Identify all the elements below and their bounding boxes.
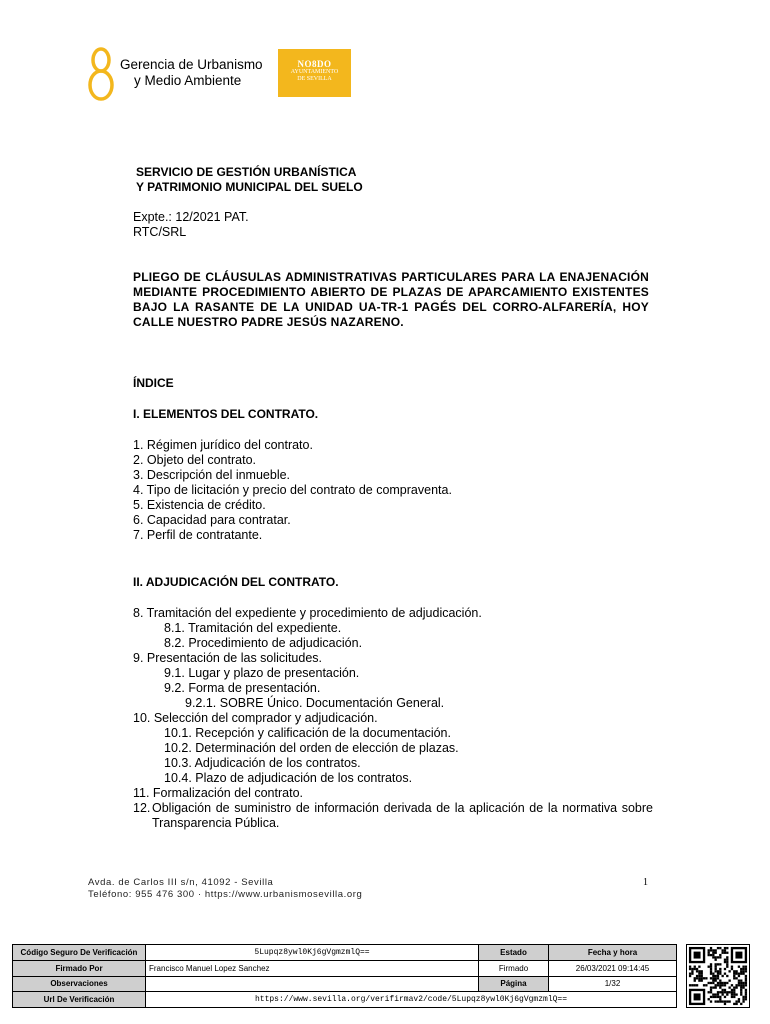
signer-name: Francisco Manuel Lopez Sanchez bbox=[146, 960, 479, 976]
section-1-heading: I. ELEMENTOS DEL CONTRATO. bbox=[133, 407, 319, 421]
list-subitem: 10.1. Recepción y calificación de la documentación. bbox=[164, 726, 451, 740]
observations-label: Observaciones bbox=[13, 976, 146, 992]
table-row bbox=[13, 945, 677, 961]
seal-line1: AYUNTAMIENTO bbox=[290, 69, 339, 75]
list-item: 8. Tramitación del expediente y procedimiento de adjudicación. bbox=[133, 606, 482, 620]
file-reference bbox=[133, 210, 249, 240]
verification-url-label: Url De Verificación bbox=[13, 992, 146, 1008]
list-item-text: Obligación de suministro de información derivada de la aplicación de la normativa sobre Transparencia Pública. bbox=[152, 801, 653, 830]
city-council-seal bbox=[278, 49, 351, 97]
footer-phone-web: Teléfono: 955 476 300 · https://www.urbanismosevilla.org bbox=[88, 889, 363, 900]
file-number: Expte.: 12/2021 PAT. bbox=[133, 210, 249, 224]
signed-by-label: Firmado Por bbox=[13, 960, 146, 976]
section-2-heading: II. ADJUDICACIÓN DEL CONTRATO. bbox=[133, 575, 339, 589]
table-row bbox=[13, 960, 677, 976]
datetime-value: 26/03/2021 09:14:45 bbox=[549, 960, 677, 976]
verification-code: 5Lupqz8ywl0Kj6gVgmzmlQ== bbox=[146, 945, 479, 961]
footer-contact bbox=[88, 877, 362, 901]
list-item: 5. Existencia de crédito. bbox=[133, 498, 266, 512]
verification-url[interactable]: https://www.sevilla.org/verifirmav2/code/5Lupqz8ywl0Kj6gVgmzmlQ== bbox=[146, 992, 677, 1008]
organization-name-line1: Gerencia de Urbanismo bbox=[120, 57, 263, 72]
list-subitem: 9.2. Forma de presentación. bbox=[164, 681, 321, 695]
organization-name-line2: y Medio Ambiente bbox=[134, 73, 242, 88]
list-subitem: 9.1. Lugar y plazo de presentación. bbox=[164, 666, 360, 680]
list-subitem: 8.2. Procedimiento de adjudicación. bbox=[164, 636, 363, 650]
section-1-list bbox=[133, 438, 452, 543]
page-value: 1/32 bbox=[549, 976, 677, 992]
list-item: 9. Presentación de las solicitudes. bbox=[133, 651, 322, 665]
footer-address: Avda. de Carlos III s/n, 41092 - Sevilla bbox=[88, 877, 274, 888]
list-subitem: 10.3. Adjudicación de los contratos. bbox=[164, 756, 361, 770]
list-item: 7. Perfil de contratante. bbox=[133, 528, 263, 542]
list-item: 10. Selección del comprador y adjudicación. bbox=[133, 711, 378, 725]
table-row bbox=[13, 992, 677, 1008]
page-number: 1 bbox=[643, 877, 648, 888]
list-item: 2. Objeto del contrato. bbox=[133, 453, 256, 467]
service-title bbox=[136, 165, 363, 195]
urbanism-logo-icon bbox=[88, 46, 114, 102]
list-subitem: 10.2. Determinación del orden de elección de plazas. bbox=[164, 741, 459, 755]
list-item: 4. Tipo de licitación y precio del contrato de compraventa. bbox=[133, 483, 452, 497]
seal-motto: NO8DO bbox=[297, 59, 332, 69]
service-title-line2: Y PATRIMONIO MUNICIPAL DEL SUELO bbox=[136, 180, 363, 194]
list-item: 6. Capacidad para contratar. bbox=[133, 513, 291, 527]
status-value: Firmado bbox=[479, 960, 549, 976]
qr-code-icon bbox=[686, 944, 750, 1008]
signature-verification-table bbox=[12, 944, 677, 1008]
section-2-list bbox=[133, 606, 653, 831]
index-heading: ÍNDICE bbox=[133, 376, 174, 390]
list-subitem: 8.1. Tramitación del expediente. bbox=[164, 621, 342, 635]
verification-code-label: Código Seguro De Verificación bbox=[13, 945, 146, 961]
status-label: Estado bbox=[479, 945, 549, 961]
page-label: Página bbox=[479, 976, 549, 992]
table-row bbox=[13, 976, 677, 992]
document-title: PLIEGO DE CLÁUSULAS ADMINISTRATIVAS PARTICULARES PARA LA ENAJENACIÓN MEDIANTE PROCEDIMIENTO ABIERTO DE PLAZAS DE APARCAMIENTO EXISTENTES BAJO LA RASANTE DE LA UNIDAD UA-TR-1 PAGÉS DEL CORRO-ALFARERÍA, HOY CALLE NUESTRO PADRE JESÚS NAZARENO. bbox=[133, 270, 649, 329]
list-item-number: 12. bbox=[133, 801, 151, 815]
list-item bbox=[133, 801, 653, 831]
list-item: 11. Formalización del contrato. bbox=[133, 786, 303, 800]
service-title-line1: SERVICIO DE GESTIÓN URBANÍSTICA bbox=[136, 165, 357, 179]
seal-line2: DE SEVILLA bbox=[297, 76, 332, 82]
file-initials: RTC/SRL bbox=[133, 225, 187, 239]
datetime-label: Fecha y hora bbox=[549, 945, 677, 961]
list-item: 1. Régimen jurídico del contrato. bbox=[133, 438, 313, 452]
observations-value bbox=[146, 976, 479, 992]
organization-name bbox=[120, 57, 263, 89]
list-subitem: 10.4. Plazo de adjudicación de los contratos. bbox=[164, 771, 413, 785]
list-subsubitem: 9.2.1. SOBRE Único. Documentación General. bbox=[185, 696, 445, 710]
list-item: 3. Descripción del inmueble. bbox=[133, 468, 291, 482]
